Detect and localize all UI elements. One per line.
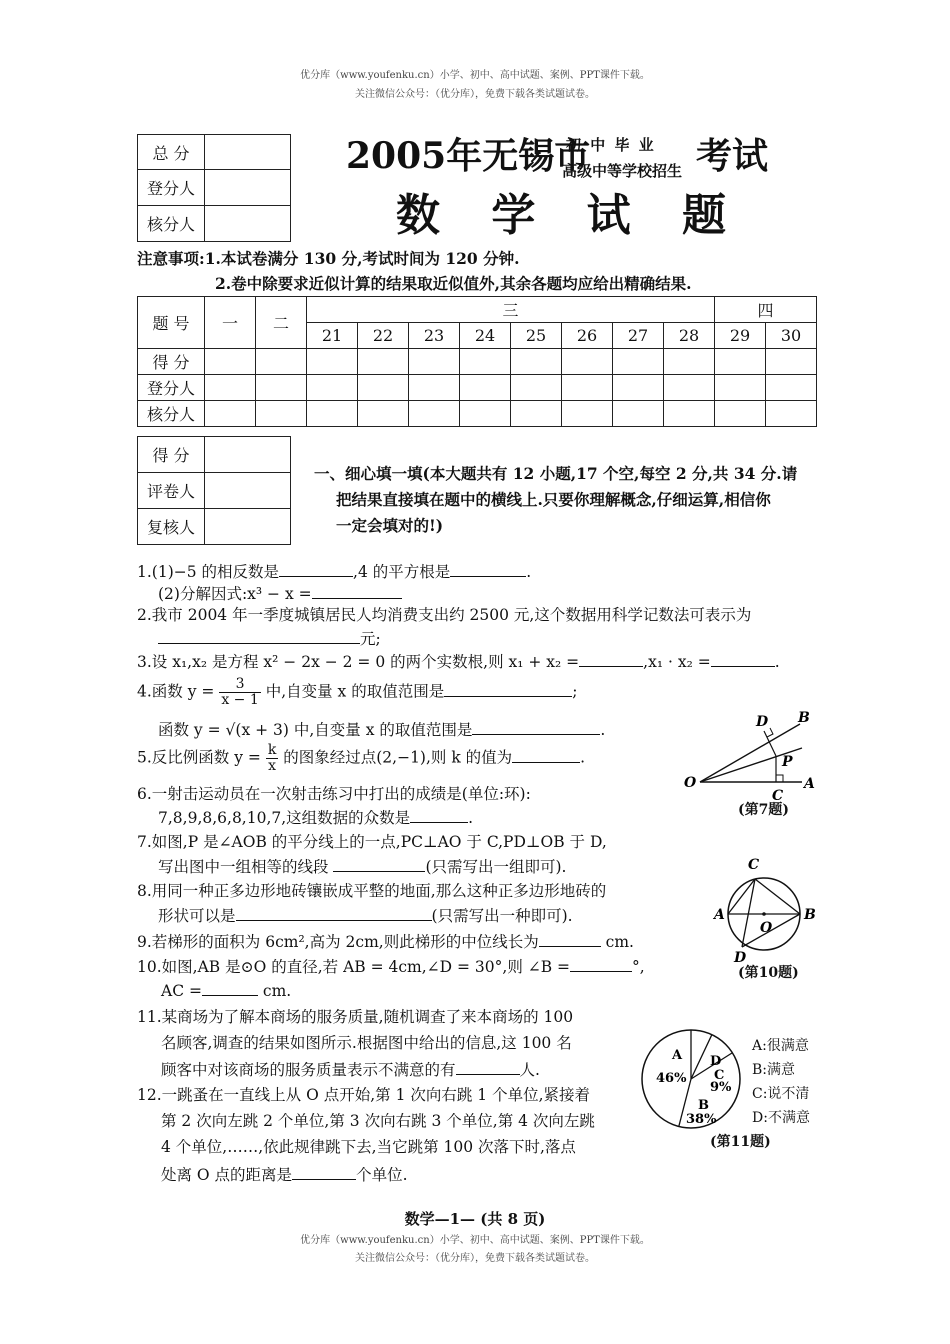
- question-11: 11.某商场为了解本商场的服务质量,随机调查了来本商场的 100: [137, 1008, 574, 1026]
- answer-blank-12[interactable]: [292, 1164, 356, 1180]
- label-a: A: [714, 907, 725, 923]
- figure-11-pie: [640, 1028, 742, 1130]
- question-1a: 1.(1)−5 的相反数是 ,4 的平方根是 .: [137, 563, 532, 581]
- legend-item-b: B:满意: [752, 1062, 796, 1078]
- section1-line-2: 把结果直接填在题中的横线上.只要你理解概念,仔细运算,相信你: [336, 490, 771, 509]
- question-2: 2.我市 2004 年一季度城镇居民人均消费支出约 2500 元,这个数据用科学记数法可表示为: [137, 606, 752, 624]
- question-4b: 函数 y = √(x + 3) 中,自变量 x 的取值范围是 .: [158, 721, 606, 739]
- score-table-header: 题 号: [138, 297, 205, 349]
- label-o: O: [760, 920, 773, 936]
- section1-line-3: 一定会填对的!): [336, 516, 444, 535]
- legend-item-a: A:很满意: [752, 1038, 809, 1054]
- grader-box-grader-label: 评卷人: [138, 473, 205, 509]
- score-box-total-cell: [205, 135, 291, 170]
- grader-box-score-label: 得 分: [138, 437, 205, 473]
- pie-percent-c: 9%: [710, 1080, 732, 1095]
- label-a: A: [804, 776, 815, 792]
- question-10-cont: AC = cm.: [161, 982, 292, 1000]
- label-o: O: [684, 775, 697, 791]
- pie-label-b: B: [698, 1098, 709, 1113]
- score-box-checker-label: 核分人: [138, 206, 205, 242]
- question-4a: 4.函数 y = $\frac{3}{x - 1}$ 中,自变量 x 的取值范围是 ;: [137, 676, 578, 708]
- pie-label-a: A: [672, 1048, 683, 1063]
- score-table-q30: 30: [766, 323, 817, 349]
- question-6-cont: 7,8,9,8,6,8,10,7,这组数据的众数是 .: [158, 809, 474, 827]
- score-table-q28: 28: [664, 323, 715, 349]
- notes-label: 注意事项:: [137, 249, 205, 268]
- watermark-line-bottom-1: 优分库（www.youfenku.cn）小学、初中、高中试题、案例、PPT课件下载。: [300, 1235, 650, 1246]
- center-point: [762, 912, 766, 916]
- chord-cd: [742, 879, 755, 947]
- notes-line-2: 2.卷中除要求近似计算的结果取近似值外,其余各题均应给出精确结果.: [215, 274, 692, 293]
- question-12-cont-1: 第 2 次向左跳 2 个单位,第 3 次向右跳 3 个单位,第 4 次向左跳: [161, 1112, 595, 1130]
- grader-box-reviewer-label: 复核人: [138, 509, 205, 545]
- score-table-q27: 27: [613, 323, 664, 349]
- page-title: 数 学 试 题: [396, 190, 744, 241]
- legend-item-d: D:不满意: [752, 1110, 810, 1126]
- question-9: 9.若梯形的面积为 6cm²,高为 2cm,则此梯形的中位线长为 cm.: [137, 933, 634, 951]
- answer-blank-3a[interactable]: [579, 651, 643, 667]
- figure-7-caption: (第7题): [738, 802, 789, 818]
- question-7-cont: 写出图中一组相等的线段 (只需写出一组即可).: [158, 858, 567, 876]
- question-12: 12.一跳蚤在一直线上从 O 点开始,第 1 次向右跳 1 个单位,紧接着: [137, 1086, 590, 1104]
- label-c: C: [748, 857, 760, 873]
- title-bottom-small: 高级中等学校招生: [562, 162, 683, 180]
- label-b: B: [798, 710, 810, 726]
- title-year-city: 2005年无锡市: [346, 135, 591, 177]
- answer-blank-6[interactable]: [410, 807, 468, 823]
- pie-label-c: C: [714, 1068, 725, 1083]
- label-d: D: [734, 950, 747, 966]
- answer-blank-10b[interactable]: [202, 980, 258, 996]
- answer-blank-4b[interactable]: [472, 719, 600, 735]
- question-2-cont: 元;: [158, 628, 381, 649]
- score-box-recorder-cell: [205, 170, 291, 206]
- watermark-line-top-2: 关注微信公众号：（优分库），免费下载各类试题试卷。: [355, 89, 595, 100]
- label-c: C: [772, 788, 784, 804]
- question-11-cont-2: 顾客中对该商场的服务质量表示不满意的有 人.: [161, 1061, 540, 1079]
- question-12-cont-3: 处离 O 点的距离是 个单位.: [161, 1166, 408, 1184]
- figure-11-caption: (第11题): [710, 1134, 771, 1150]
- label-d: D: [756, 714, 769, 730]
- score-box-total-label: 总 分: [138, 135, 205, 170]
- score-table-row-score: 得 分: [138, 349, 205, 375]
- answer-blank-11[interactable]: [456, 1059, 520, 1075]
- score-box-checker-cell: [205, 206, 291, 242]
- answer-blank-3b[interactable]: [711, 651, 775, 667]
- answer-blank-10a[interactable]: [570, 956, 632, 972]
- score-table-q25: 25: [511, 323, 562, 349]
- score-table-q29: 29: [715, 323, 766, 349]
- answer-blank-1b[interactable]: [450, 561, 526, 577]
- answer-blank-2[interactable]: [158, 628, 360, 644]
- score-box-recorder-label: 登分人: [138, 170, 205, 206]
- chord-cb: [755, 879, 800, 914]
- answer-blank-7[interactable]: [333, 856, 425, 872]
- answer-blank-4a[interactable]: [444, 681, 572, 697]
- question-11-cont-1: 名顾客,调查的结果如图所示.根据图中给出的信息,这 100 名: [161, 1034, 572, 1052]
- grader-box: [137, 436, 291, 545]
- answer-blank-5[interactable]: [512, 747, 580, 763]
- pie-percent-a: 46%: [656, 1071, 687, 1086]
- right-angle-c: [776, 775, 783, 782]
- question-7: 7.如图,P 是∠AOB 的平分线上的一点,PC⊥AO 于 C,PD⊥OB 于 D,: [137, 833, 607, 851]
- question-10: 10.如图,AB 是⊙O 的直径,若 AB = 4cm,∠D = 30°,则 ∠B = °,: [137, 958, 645, 976]
- score-table-part4: 四: [715, 297, 817, 323]
- score-table-part2: 二: [256, 297, 307, 349]
- score-table-q21: 21: [307, 323, 358, 349]
- score-table-q22: 22: [358, 323, 409, 349]
- question-6: 6.一射击运动员在一次射击练习中打出的成绩是(单位:环):: [137, 785, 531, 803]
- answer-blank-1c[interactable]: [312, 583, 402, 599]
- title-exam: 考试: [696, 135, 769, 177]
- question-8-cont: 形状可以是 (只需写出一种即可).: [158, 907, 573, 925]
- score-table-row-recorder: 登分人: [138, 375, 205, 401]
- notes-line-1: [137, 249, 520, 269]
- question-1b: (2)分解因式:x³ − x =: [158, 583, 402, 604]
- score-summary-box: [137, 134, 291, 242]
- figure-11-legend: [752, 1034, 810, 1130]
- question-3: 3.设 x₁,x₂ 是方程 x² − 2x − 2 = 0 的两个实数根,则 x₁ + x₂ = ,x₁ · x₂ = .: [137, 653, 780, 671]
- score-table-row-checker: 核分人: [138, 401, 205, 427]
- figure-10-diagram: [706, 850, 826, 968]
- title-top-small: 初 中 毕 业: [566, 136, 656, 154]
- label-b: B: [804, 907, 816, 923]
- section1-instructions: [314, 461, 797, 539]
- label-p: P: [782, 754, 793, 770]
- fraction-4a: $\frac{3}{x - 1}$: [221, 676, 259, 708]
- score-table-part3: 三: [307, 297, 715, 323]
- fraction-5: $\frac{k}{x}$: [267, 742, 277, 774]
- score-table-q24: 24: [460, 323, 511, 349]
- watermark-line-bottom-2: 关注微信公众号：（优分库），免费下载各类试题试卷。: [355, 1253, 595, 1264]
- pie-percent-b: 38%: [686, 1112, 717, 1127]
- pie-label-d: D: [710, 1054, 722, 1069]
- answer-blank-9[interactable]: [539, 931, 601, 947]
- answer-blank-1a[interactable]: [279, 561, 353, 577]
- legend-item-c: C:说不清: [752, 1086, 810, 1102]
- answer-blank-8[interactable]: [236, 905, 432, 921]
- question-8: 8.用同一种正多边形地砖镶嵌成平整的地面,那么这种正多边形地砖的: [137, 882, 607, 900]
- page-footer: 数学—1— (共 8 页): [404, 1210, 546, 1228]
- section1-line-1: 一、细心填一填(本大题共有 12 小题,17 个空,每空 2 分,共 34 分.请: [314, 464, 798, 483]
- question-5: 5.反比例函数 y = $\frac{k}{x}$ 的图象经过点(2,−1),则 k 的值为 .: [137, 742, 586, 774]
- figure-10-caption: (第10题): [738, 965, 799, 981]
- question-12-cont-2: 4 个单位,……,依此规律跳下去,当它跳第 100 次落下时,落点: [161, 1138, 576, 1156]
- notes-text-1: 1.本试卷满分 130 分,考试时间为 120 分钟.: [204, 249, 520, 268]
- score-table: [137, 296, 817, 427]
- watermark-line-top-1: 优分库（www.youfenku.cn）小学、初中、高中试题、案例、PPT课件下载。: [300, 70, 650, 81]
- score-table-part1: 一: [205, 297, 256, 349]
- score-table-q23: 23: [409, 323, 460, 349]
- score-table-q26: 26: [562, 323, 613, 349]
